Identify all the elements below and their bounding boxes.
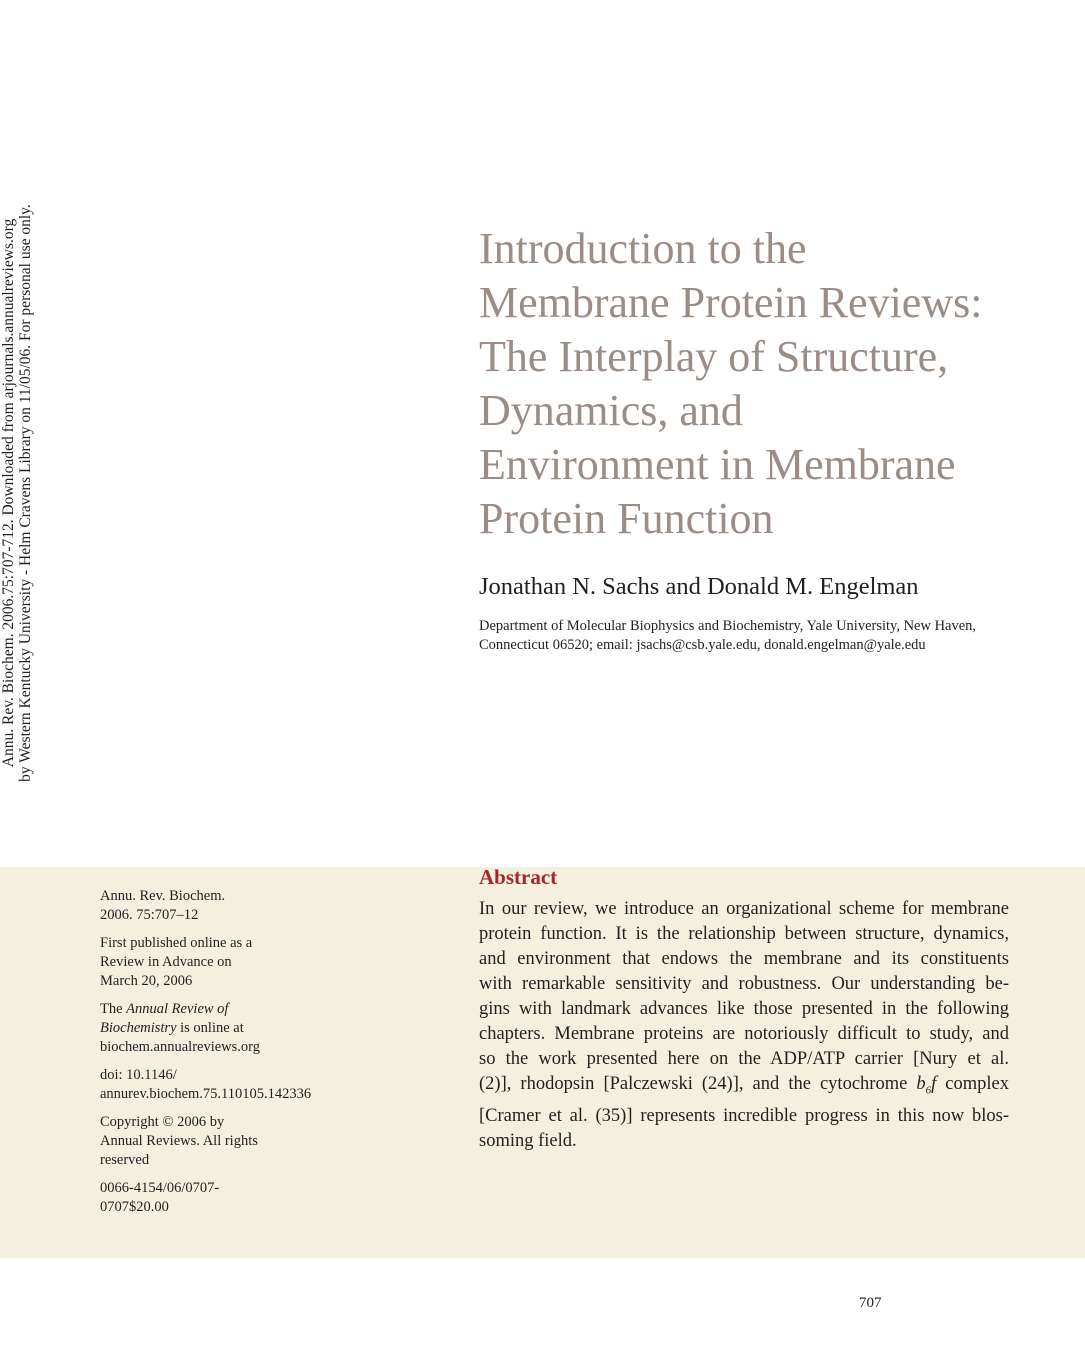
issn-line: 0707$20.00 (100, 1199, 169, 1215)
abstract-line: gins with landmark advances like those presented in the following (479, 999, 1009, 1019)
first-published-line: Review in Advance on (100, 954, 232, 970)
online-line (100, 1019, 360, 1038)
abstract-line: and environment that endows the membrane and its constituents (479, 949, 1009, 969)
cytochrome-b: b (916, 1074, 926, 1094)
title-line: Environment in Membrane (479, 440, 956, 489)
author-affiliation (479, 617, 1039, 655)
first-published-line: First published online as a (100, 935, 253, 951)
abstract-line: with remarkable sensitivity and robustness. Our understanding be- (479, 974, 1009, 994)
affiliation-line: Department of Molecular Biophysics and Biochemistry, Yale University, New Haven, (479, 618, 977, 634)
abstract-body (479, 897, 1009, 1154)
online-block (100, 1000, 360, 1057)
first-published-line: March 20, 2006 (100, 973, 193, 989)
title-line: Dynamics, and (479, 386, 743, 435)
issn-block (100, 1179, 360, 1217)
first-published-block (100, 934, 360, 991)
cytochrome-subscript: 6 (925, 1084, 932, 1097)
page-number: 707 (859, 1295, 882, 1311)
cytochrome-suffix: complex (936, 1074, 1010, 1094)
abstract-line: so the work presented here on the ADP/ATP carrier [Nury et al. (479, 1049, 1009, 1069)
online-suffix: is online at (176, 1020, 244, 1036)
abstract-line: chapters. Membrane proteins are notoriously difficult to study, and (479, 1024, 1009, 1044)
copyright-line: Annual Reviews. All rights (100, 1133, 258, 1149)
download-notice (0, 0, 50, 986)
abstract-line (479, 1072, 1009, 1104)
download-notice-line-2: by Western Kentucky University - Helm Cravens Library on 11/05/06. For personal use only. (17, 204, 34, 782)
journal-url: biochem.annualreviews.org (100, 1039, 260, 1055)
online-line (100, 1000, 360, 1019)
copyright-line: Copyright © 2006 by (100, 1114, 225, 1130)
abstract-line: soming field. (479, 1130, 577, 1151)
affiliation-line: Connecticut 06520; email: jsachs@csb.yale.edu, donald.engelman@yale.edu (479, 637, 926, 653)
article-title (479, 222, 1069, 546)
copyright-block (100, 1113, 360, 1170)
doi-line: annurev.biochem.75.110105.142336 (100, 1086, 312, 1102)
abstract-line: [Cramer et al. (35)] represents incredible progress in this now blos- (479, 1105, 1009, 1126)
title-line: Protein Function (479, 494, 774, 543)
issn-line: 0066-4154/06/0707- (100, 1180, 220, 1196)
abstract-line: In our review, we introduce an organizational scheme for membrane (479, 899, 1009, 919)
title-line: Membrane Protein Reviews: (479, 278, 983, 327)
doi-block (100, 1066, 360, 1104)
publication-metadata (100, 887, 360, 1226)
download-notice-line-1: Annu. Rev. Biochem. 2006.75:707-712. Downloaded from arjournals.annualreviews.org (0, 218, 17, 768)
citation-line: Annu. Rev. Biochem. (100, 888, 226, 904)
journal-name: Biochemistry (100, 1020, 177, 1036)
citation-line: 2006. 75:707–12 (100, 907, 199, 923)
copyright-line: reserved (100, 1152, 150, 1168)
abstract-heading: Abstract (479, 865, 558, 889)
title-line: The Interplay of Structure, (479, 332, 949, 381)
title-line: Introduction to the (479, 224, 807, 273)
online-prefix: The (100, 1001, 127, 1017)
citation-block (100, 887, 360, 925)
journal-name: Annual Review of (126, 1001, 229, 1017)
article-authors: Jonathan N. Sachs and Donald M. Engelman (479, 573, 919, 600)
cytochrome-f: f (931, 1074, 937, 1094)
abstract-line-text: (2)], rhodopsin [Palczewski (24)], and the cytochrome (479, 1074, 917, 1094)
doi-line: doi: 10.1146/ (100, 1067, 177, 1083)
abstract-line: protein function. It is the relationship between structure, dynamics, (479, 924, 1009, 944)
